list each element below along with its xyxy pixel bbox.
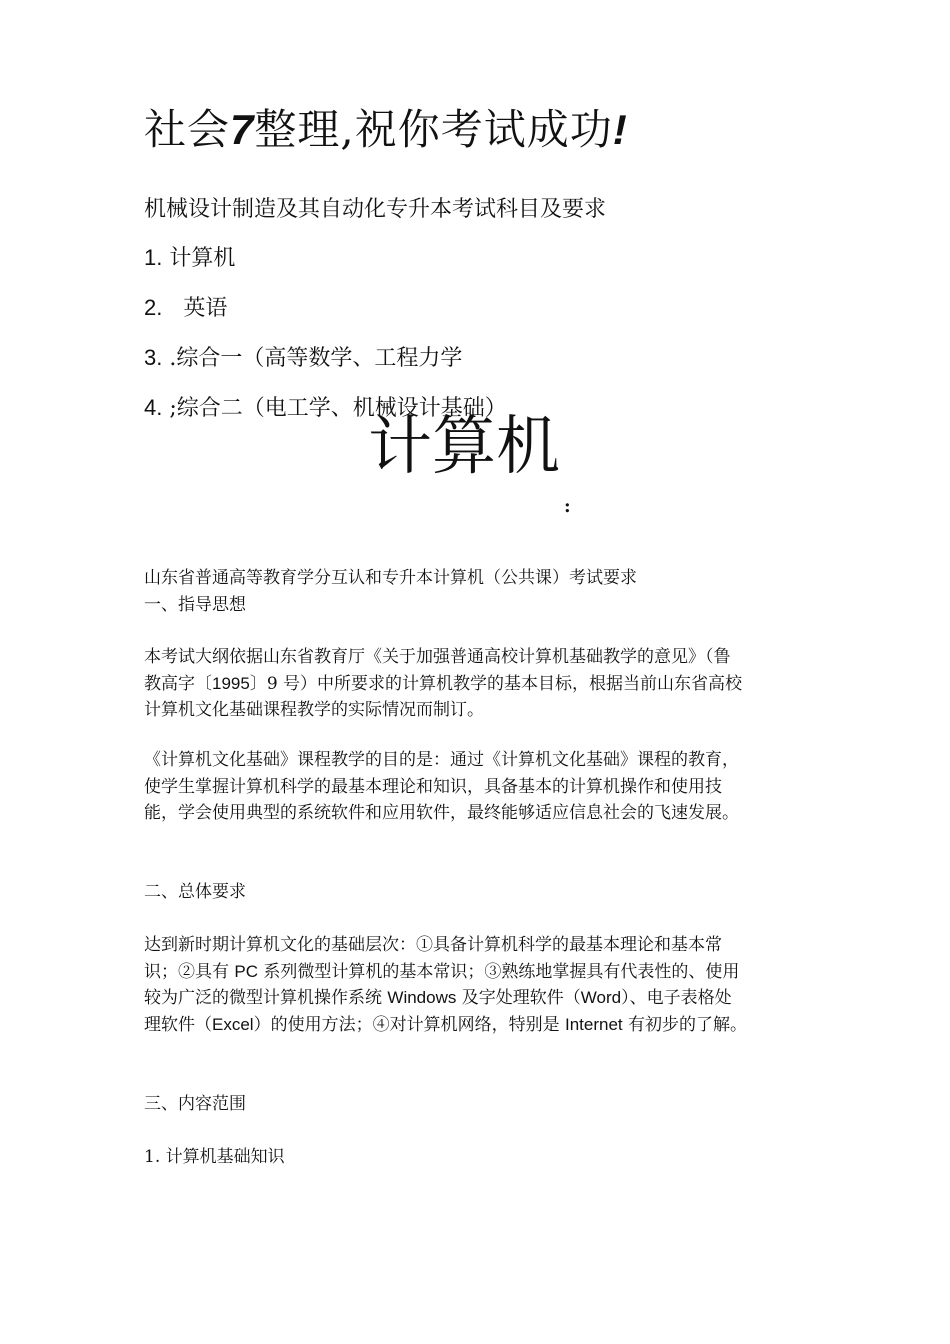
paragraph-line: 能，学会使用典型的系统软件和应用软件，最终能够适应信息社会的飞速发展。 xyxy=(144,803,739,823)
document-subtitle: 机械设计制造及其自动化专升本考试科目及要求 xyxy=(144,197,607,222)
subject-item xyxy=(144,343,507,393)
title-text-part1: 社会 xyxy=(144,105,231,154)
paragraph-line: 《计算机文化基础》课程教学的目的是：通过《计算机文化基础》课程的教育， xyxy=(144,750,739,770)
subject-label: .综合一（高等数学、工程力学 xyxy=(169,346,463,371)
paragraph-3 xyxy=(144,932,810,1038)
section-1-title: 一、指导思想 xyxy=(144,594,246,615)
stray-mark: : xyxy=(564,496,571,517)
subject-index: 3. xyxy=(144,345,163,370)
section-3-title: 三、内容范围 xyxy=(144,1094,246,1114)
title-number: 7 xyxy=(230,106,255,153)
section-2-title: 二、总体要求 xyxy=(144,882,246,902)
subject-item xyxy=(144,243,507,293)
exam-requirements-title xyxy=(144,565,810,618)
title-exclamation: ! xyxy=(612,106,628,153)
paragraph-2 xyxy=(144,747,810,827)
paragraph-line: 本考试大纲依据山东省教育厅《关于加强普通高校计算机基础教学的意见》（鲁 xyxy=(144,647,731,667)
paragraph-line: 教高字〔1995〕9 号）中所要求的计算机教学的基本目标，根据当前山东省高校 xyxy=(144,673,743,694)
document-title xyxy=(144,104,628,156)
paragraph-line: 识；②具有 PC 系列微型计算机的基本常识；③熟练地掌握具有代表性的、使用 xyxy=(144,961,740,982)
subject-index: 4. xyxy=(144,395,163,420)
paragraph-line: 理软件（Excel）的使用方法；④对计算机网络，特别是 Internet 有初步的了解。 xyxy=(144,1014,748,1035)
subject-label: 英语 xyxy=(169,296,228,321)
paragraph-line: 使学生掌握计算机科学的最基本理论和知识，具备基本的计算机操作和使用技 xyxy=(144,776,722,797)
subject-label: ;综合二（电工学、机械设计基础） xyxy=(169,396,507,421)
paragraph-line: 较为广泛的微型计算机操作系统 Windows 及字处理软件（Word）、电子表格处 xyxy=(144,988,732,1008)
paragraph-line: 计算机文化基础课程教学的实际情况而制订。 xyxy=(144,700,484,720)
paragraph-line: 达到新时期计算机文化的基础层次：①具备计算机科学的最基本理论和基本常 xyxy=(144,935,722,955)
subject-item xyxy=(144,293,507,343)
title-text-part2: 整理,祝你考试成功 xyxy=(254,105,613,154)
subject-label: 计算机 xyxy=(169,246,236,271)
content-item-1: 1. 计算机基础知识 xyxy=(144,1147,285,1167)
subject-index: 2. xyxy=(144,295,163,320)
paragraph-1 xyxy=(144,644,810,724)
section-heading: 计算机 xyxy=(368,410,560,484)
subject-index: 1. xyxy=(144,245,163,270)
exam-title: 山东省普通高等教育学分互认和专升本计算机（公共课）考试要求 xyxy=(144,568,637,588)
